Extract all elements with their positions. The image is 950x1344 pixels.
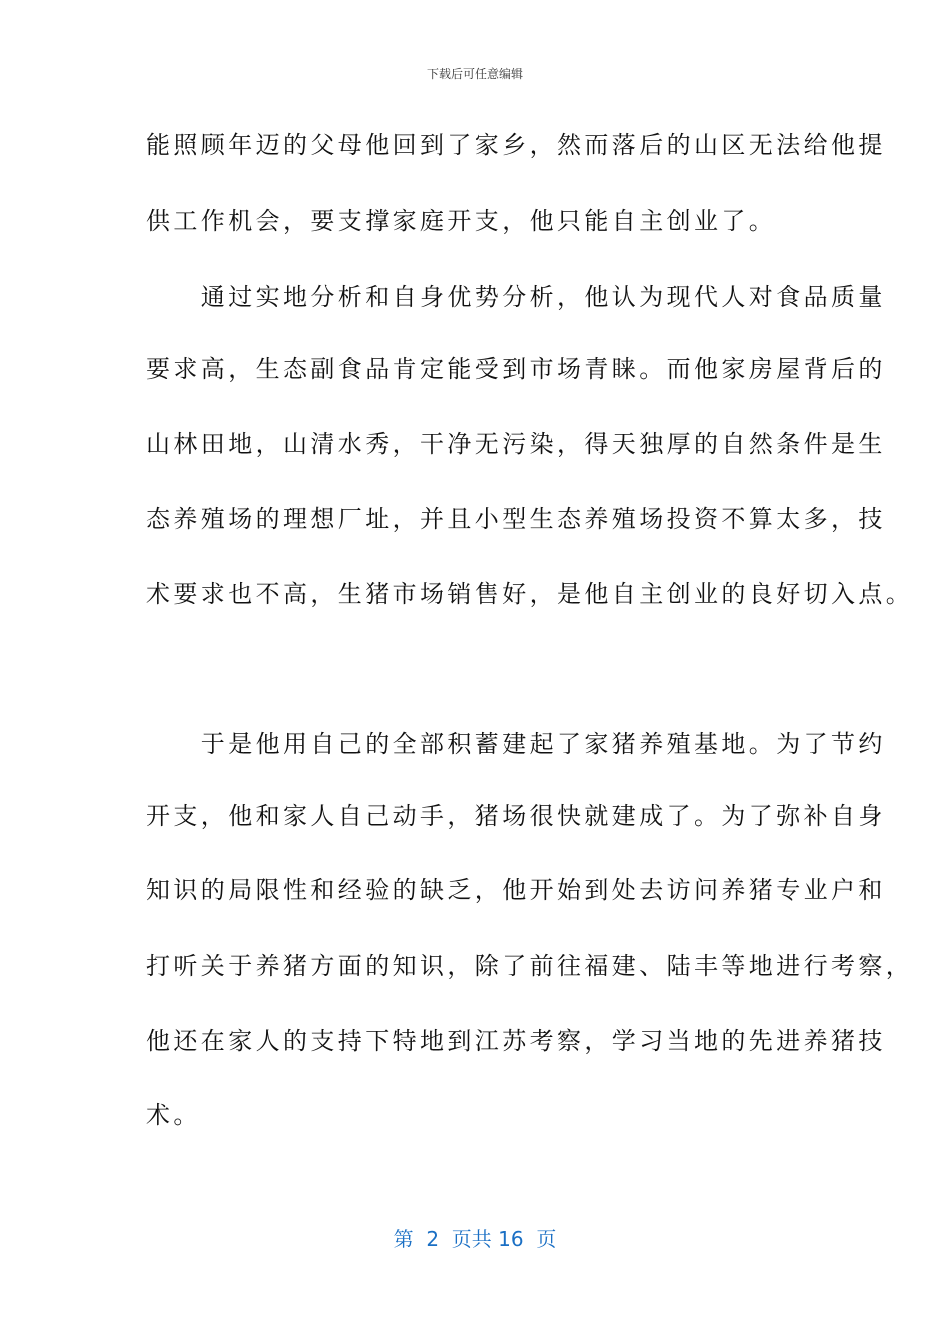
text-line: 术要求也不高，生猪市场销售好，是他自主创业的良好切入点。 [146,580,914,608]
page-number-footer: 第 2 页共 16 页 [393,1227,557,1251]
text-line: 术。 [146,1101,201,1129]
text-line: 态养殖场的理想厂址，并且小型生态养殖场投资不算太多，技 [146,505,886,533]
page-header: 下载后可任意编辑 [426,67,523,81]
text-line: 能照顾年迈的父母他回到了家乡，然而落后的山区无法给他提 [146,131,886,159]
text-line: 打听关于养猪方面的知识，除了前往福建、陆丰等地进行考察， [146,952,914,980]
text-line: 知识的局限性和经验的缺乏，他开始到处去访问养猪专业户和 [146,876,886,904]
text-line: 通过实地分析和自身优势分析，他认为现代人对食品质量 [146,283,886,311]
text-line: 供工作机会，要支撑家庭开支，他只能自主创业了。 [146,207,777,235]
text-line: 他还在家人的支持下特地到江苏考察，学习当地的先进养猪技 [146,1027,886,1055]
text-line: 开支，他和家人自己动手，猪场很快就建成了。为了弥补自身 [146,802,886,830]
text-line: 山林田地，山清水秀，干净无污染，得天独厚的自然条件是生 [146,430,886,458]
text-line: 要求高，生态副食品肯定能受到市场青睐。而他家房屋背后的 [146,355,886,383]
text-line: 于是他用自己的全部积蓄建起了家猪养殖基地。为了节约 [146,730,886,758]
